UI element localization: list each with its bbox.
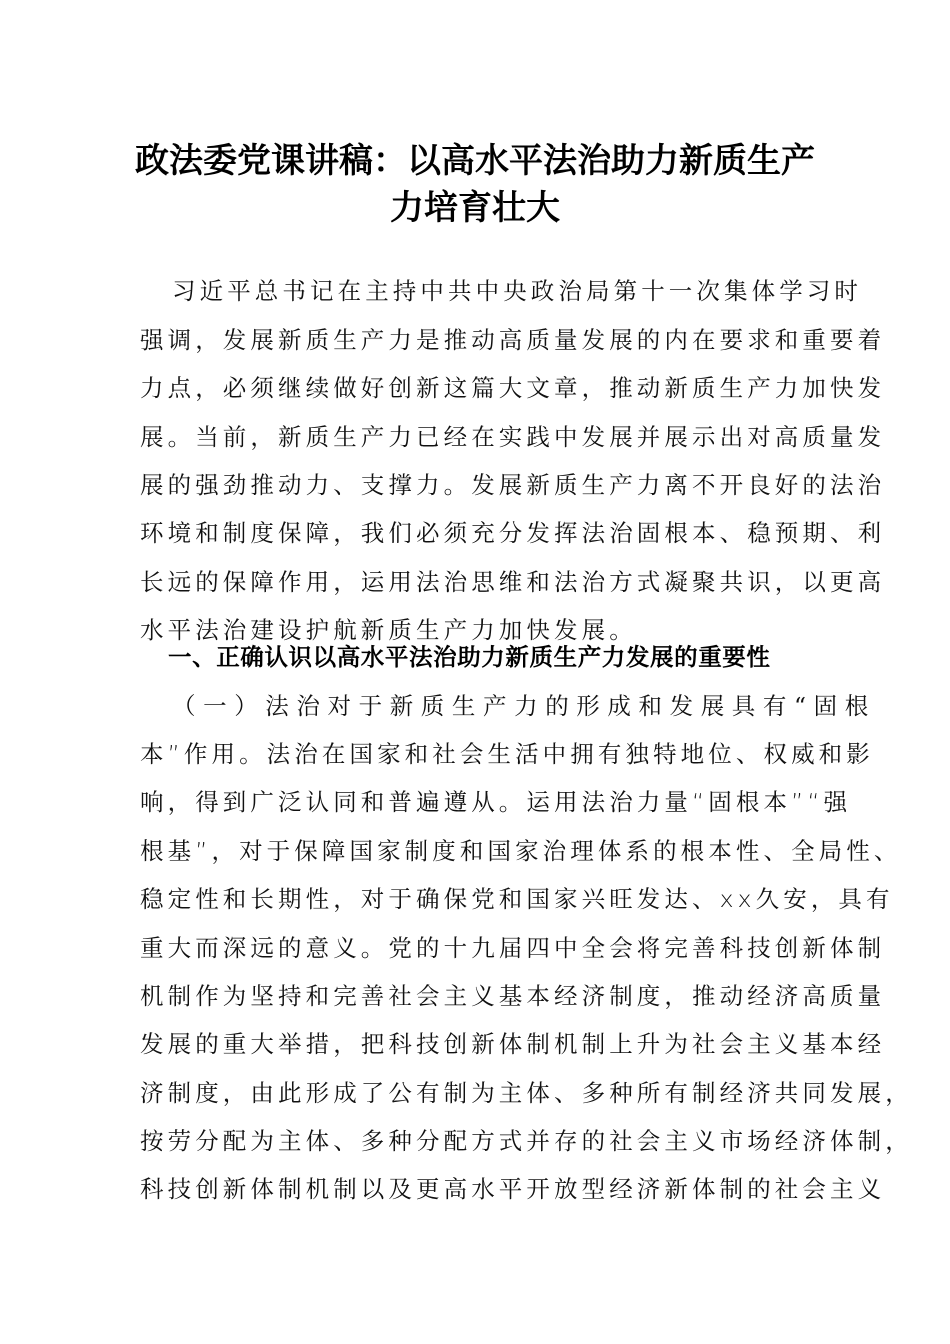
paragraph-1-line: 展的强劲推动力、支撑力。发展新质生产力离不开良好的法治 (140, 471, 886, 499)
document-title-line-1: 政法委党课讲稿：以高水平法治助力新质生产 (135, 141, 815, 181)
paragraph-2-line: 本”作用。法治在国家和社会生活中拥有独特地位、权威和影 (140, 740, 874, 768)
document-title-line-2: 力培育壮大 (390, 188, 560, 228)
section-heading: 一、正确认识以高水平法治助力新质生产力发展的重要性 (168, 643, 771, 671)
paragraph-2-line: 根基”，对于保障国家制度和国家治理体系的根本性、全局性、 (140, 837, 902, 865)
paragraph-1-line: 力点，必须继续做好创新这篇大文章，推动新质生产力加快发 (140, 374, 886, 402)
paragraph-1-line: 习近平总书记在主持中共中央政治局第十一次集体学习时 (172, 277, 862, 305)
paragraph-1-line: 水平法治建设护航新质生产力加快发展。 (140, 616, 637, 644)
paragraph-2-line: 机制作为坚持和完善社会主义基本经济制度，推动经济高质量 (140, 982, 886, 1010)
paragraph-1-line: 展。当前，新质生产力已经在实践中发展并展示出对高质量发 (140, 423, 886, 451)
subsection-title: （一）法治对于新质生产力的形成和发展具有“固根 (172, 692, 876, 720)
paragraph-1-line: 长远的保障作用，运用法治思维和法治方式凝聚共识，以更高 (140, 568, 886, 596)
paragraph-2-line: 科技创新体制机制以及更高水平开放型经济新体制的社会主义 (140, 1175, 886, 1203)
paragraph-2-line: 重大而深远的意义。党的十九届四中全会将完善科技创新体制 (140, 934, 886, 962)
paragraph-2-line: 稳定性和长期性，对于确保党和国家兴旺发达、xx久安，具有 (140, 885, 894, 913)
paragraph-2-line: 济制度，由此形成了公有制为主体、多种所有制经济共同发展， (140, 1079, 913, 1107)
paragraph-1-line: 强调，发展新质生产力是推动高质量发展的内在要求和重要着 (140, 326, 886, 354)
paragraph-2-line: 响，得到广泛认同和普遍遵从。运用法治力量“固根本”“强 (140, 788, 852, 816)
paragraph-2-line: 按劳分配为主体、多种分配方式并存的社会主义市场经济体制， (140, 1127, 913, 1155)
paragraph-2-line: 发展的重大举措，把科技创新体制机制上升为社会主义基本经 (140, 1030, 886, 1058)
paragraph-1-line: 环境和制度保障，我们必须充分发挥法治固根本、稳预期、利 (140, 519, 886, 547)
